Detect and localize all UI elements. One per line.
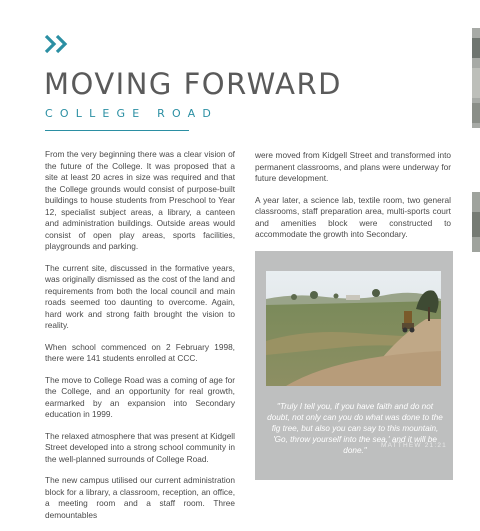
paragraph: The current site, discussed in the formative years, was originally dismissed as the cost of the land and requirements from both the local council and main roads seemed too daunting to overcome. Again, hard work and strong faith brought the vision to reality.: [45, 262, 235, 330]
adjacent-page-photo: [472, 192, 480, 252]
bible-quote: "Truly I tell you, if you have faith and do not doubt, not only can you do what was done to the fig tree, but also you can say to this mountain, 'Go, throw yourself into the sea,' and it will be done.": [267, 402, 443, 455]
body-column-right: [255, 150, 451, 251]
page-subtitle: COLLEGE ROAD: [45, 107, 219, 120]
double-chevron-right-icon: [44, 34, 70, 54]
adjacent-page-photo: [472, 28, 480, 128]
page-title: MOVING FORWARD: [44, 67, 343, 101]
college-road-photo: [266, 271, 441, 386]
paragraph: The relaxed atmosphere that was present at Kidgell Street developed into a strong school community in the well-planned surrounds of College Road.: [45, 430, 235, 464]
quote-citation: MATTHEW 21:21: [380, 442, 447, 449]
photo-quote-panel: [255, 251, 453, 480]
title-underline: [45, 130, 189, 131]
paragraph: A year later, a science lab, textile room, two general classrooms, staff preparation area, multi-sports court and amenities block were constructed to accommodate the growth into Secondary.: [255, 194, 451, 239]
paragraph: From the very beginning there was a clear vision of the future of the College. It was proposed that a site at least 20 acres in size was required and that the College grounds would consist of purpose-built buildings to house students from Preschool to Year 12, specialist subject areas, a library, a canteen and administration buildings. Outside areas would consist of open play areas, sports facilities, playgrounds and parking.: [45, 149, 235, 251]
paragraph: The new campus utilised our current administration block for a library, a classroom, reception, an office, a meeting room and a staff room. Three demountables: [45, 475, 235, 520]
paragraph: were moved from Kidgell Street and transformed into permanent classrooms, and plans were underway for future development.: [255, 150, 451, 183]
paragraph: The move to College Road was a coming of age for the College, and an opportunity for real growth, earmarked by an expansion into Secondary education in 1999.: [45, 374, 235, 419]
paragraph: When school commenced on 2 February 1998, there were 141 students enrolled at CCC.: [45, 341, 235, 363]
body-column-left: [45, 149, 235, 531]
